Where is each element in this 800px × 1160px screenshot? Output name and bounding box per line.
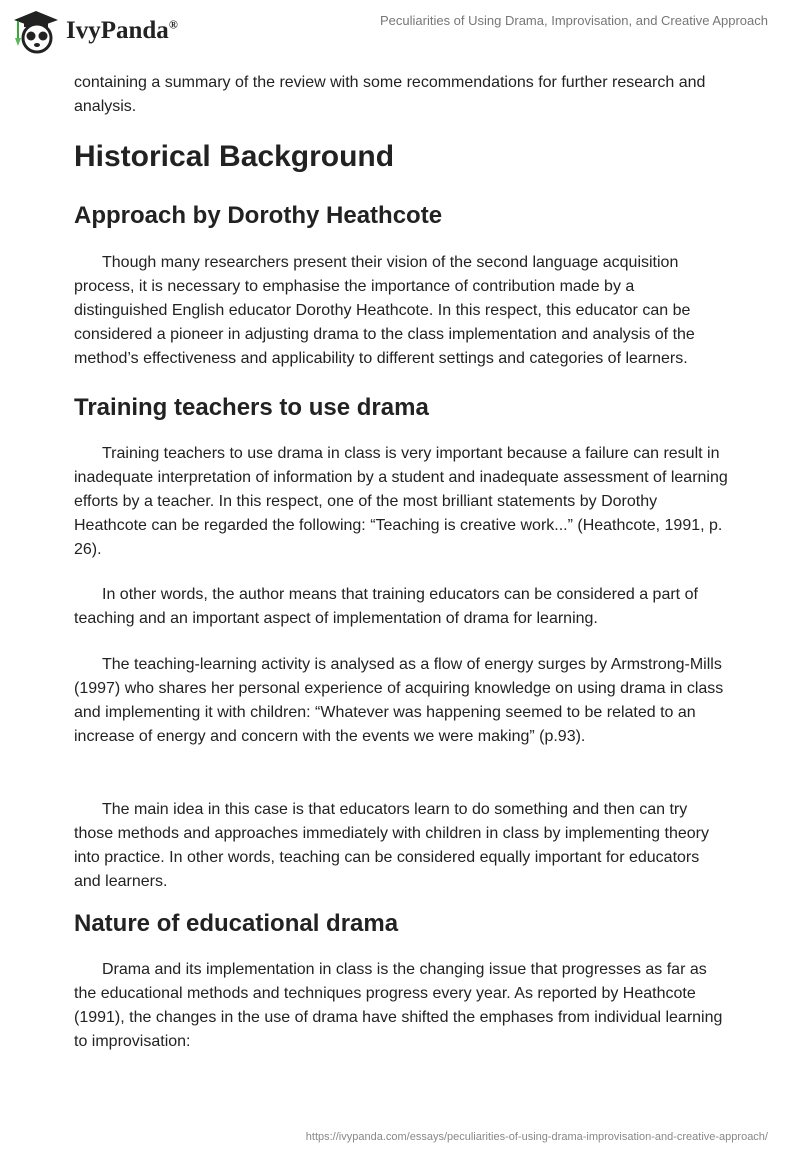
source-url[interactable]: https://ivypanda.com/essays/peculiarities-of-using-drama-improvisation-and-creative-approach/ xyxy=(305,1131,768,1143)
paragraph-training-1: Training teachers to use drama in class is very important because a failure can result in inadequate interpretation of information by a student and inadequate assessment of learning efforts by a teacher. In this respect, one of the most brilliant statements by Dorothy Heathcote can be regarded the following: “Teaching is creative work...” (Heathcote, 1991, p. 26). xyxy=(74,445,728,558)
logo-text: IvyPanda® xyxy=(66,17,178,44)
paragraph-approach: Though many researchers present their vision of the second language acquisition process, it is necessary to emphasise the importance of contribution made by a distinguished English educator Dorothy Heathcote. In this respect, this educator can be considered a pioneer in adjusting drama to the class implementation and analysis of the method’s effectiveness and applicability to different settings and categories of learners. xyxy=(74,254,695,367)
subheading-nature: Nature of educational drama xyxy=(74,910,399,937)
section-heading: Historical Background xyxy=(74,140,395,173)
panda-logo-icon xyxy=(10,8,62,54)
paragraph-training-3: The teaching-learning activity is analysed as a flow of energy surges by Armstrong-Mills (1997) who shares her personal experience of acquiring knowledge on using drama in class and implementing it with children: “Whatever was happening seemed to be related to an increase of energy and concern with the events we were making” (p.93). xyxy=(74,656,724,745)
document-title: Peculiarities of Using Drama, Improvisation, and Creative Approach xyxy=(379,13,768,28)
paragraph-training-2: In other words, the author means that training educators can be considered a part of teaching and an important aspect of implementation of drama for learning. xyxy=(74,586,698,627)
subheading-approach: Approach by Dorothy Heathcote xyxy=(74,202,443,229)
paragraph-training-4: The main idea in this case is that educators learn to do something and then can try those methods and approaches immediately with children in class by implementing theory into practice. In other words, teaching can be considered equally important for educators and learners. xyxy=(74,801,709,890)
paragraph-nature: Drama and its implementation in class is the changing issue that progresses as far as the educational methods and techniques progress every year. As reported by Heathcote (1991), the changes in the use of drama have shifted the emphases from individual learning to improvisation: xyxy=(74,961,723,1050)
logo[interactable] xyxy=(10,8,178,54)
intro-paragraph: containing a summary of the review with some recommendations for further research and analysis. xyxy=(74,74,706,115)
subheading-training: Training teachers to use drama xyxy=(74,394,429,421)
